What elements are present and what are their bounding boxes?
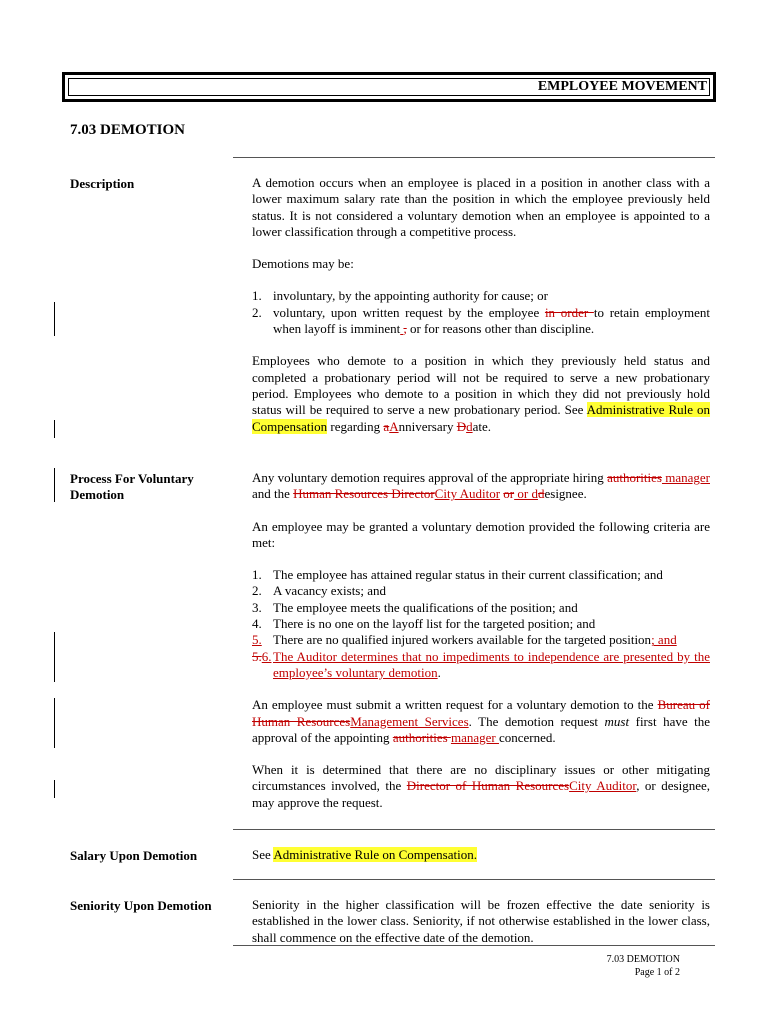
- change-bar: [54, 468, 55, 502]
- list-item: 1. involuntary, by the appointing authority for cause; or: [252, 288, 548, 304]
- description-demotions-intro: Demotions may be:: [252, 256, 354, 272]
- change-bar: [54, 698, 55, 748]
- description-paragraph: A demotion occurs when an employee is placed in a position in another class with a lower maximum salary rate than the position in which the employee previously held status. It is not considered a voluntary demotion when an employee is appointed to a lower classification through a competitive process.: [252, 175, 710, 239]
- label-seniority: Seniority Upon Demotion: [70, 898, 212, 913]
- process-criteria-intro: An employee may be granted a voluntary demotion provided the following criteria are met:: [252, 518, 710, 550]
- change-bar: [54, 302, 55, 336]
- label-salary: Salary Upon Demotion: [70, 848, 198, 863]
- label-process: Process For Voluntary Demotion: [70, 471, 194, 502]
- list-item: 4. There is no one on the layoff list for the targeted position; and: [252, 616, 596, 632]
- divider-salary: [233, 829, 715, 830]
- list-item: 2. voluntary, upon written request by the employee in order to retain employment when layoff is imminent , or for reasons other than discipline.: [252, 304, 710, 337]
- seniority-body: Seniority in the higher classification will be frozen effective the date seniority is established in the lower class. Seniority, if not otherwise established in the lower class, shall commence on the effective date of the demotion.: [252, 897, 710, 945]
- description-probation-paragraph: Employees who demote to a position in which they previously held status and completed a probationary period will not be required to serve a new probationary period. Employees who demote to a position in which they did not previously hold status will be required to serve a new probationary period. See Administrative Rule on Compensation regarding aAnniversary Ddate.: [252, 353, 710, 434]
- process-body: [252, 470, 710, 827]
- list-item: 2. A vacancy exists; and: [252, 583, 386, 599]
- demotion-types-list: [252, 288, 710, 337]
- process-approval-final-paragraph: When it is determined that there are no disciplinary issues or other mitigating circumstances involved, the Director of Human ResourcesCity Auditor, or designee, may approve the request.: [252, 762, 710, 810]
- section-title: 7.03 DEMOTION: [70, 122, 186, 138]
- footer-page-number: Page 1 of 2: [634, 967, 680, 978]
- divider-description: [233, 157, 715, 158]
- list-item: 5. There are no qualified injured workers available for the targeted position; and: [252, 632, 677, 648]
- process-request-paragraph: An employee must submit a written request for a voluntary demotion to the Bureau of Human ResourcesManagement Services. The demotion request must first have the approval of the appointing authorities manager concerned.: [252, 697, 710, 745]
- process-approval-paragraph: Any voluntary demotion requires approval of the appropriate hiring authorities manager and the Human Resources DirectorCity Auditor or or ddesignee.: [252, 470, 710, 502]
- compensation-rule-link[interactable]: Administrative Rule on Compensation: [252, 402, 710, 434]
- label-description: Description: [70, 176, 135, 191]
- list-item: 1. The employee has attained regular status in their current classification; and: [252, 567, 663, 583]
- header-title: EMPLOYEE MOVEMENT: [537, 79, 707, 94]
- compensation-rule-link[interactable]: Administrative Rule on Compensation.: [273, 847, 477, 862]
- description-body: [252, 175, 710, 451]
- change-bar: [54, 780, 55, 798]
- change-bar: [54, 632, 55, 682]
- salary-body: See Administrative Rule on Compensation.: [252, 847, 477, 862]
- header-box: [62, 72, 716, 102]
- list-item: 3. The employee meets the qualifications of the position; and: [252, 599, 578, 615]
- divider-seniority: [233, 879, 715, 880]
- criteria-list: [252, 567, 710, 681]
- footer-section: 7.03 DEMOTION: [606, 954, 680, 965]
- change-bar: [54, 420, 55, 438]
- list-item: 5.6. The Auditor determines that no impediments to independence are presented by the employee’s voluntary demotion.: [252, 648, 710, 680]
